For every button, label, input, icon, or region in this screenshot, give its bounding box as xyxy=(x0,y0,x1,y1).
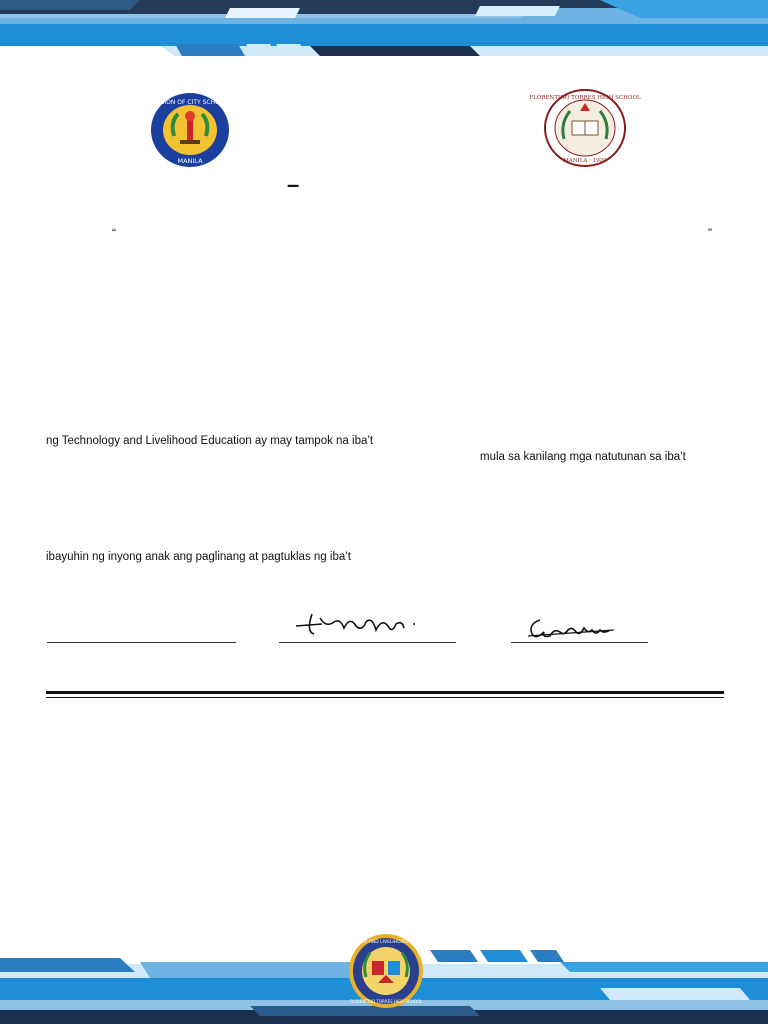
heading-dash: – xyxy=(287,172,300,197)
svg-text:MANILA · 1920: MANILA · 1920 xyxy=(563,158,607,164)
top-banner xyxy=(0,0,768,62)
svg-text:TECHNOLOGY AND LIVELIHOOD EDUC: TECHNOLOGY AND LIVELIHOOD EDUCATION xyxy=(336,940,436,945)
svg-text:DIVISION OF CITY SCHOOLS: DIVISION OF CITY SCHOOLS xyxy=(148,99,232,106)
signature-line-1 xyxy=(47,642,236,643)
body-line-3: ibayuhin ng inyong anak ang paglinang at pagtuklas ng iba’t xyxy=(46,551,351,563)
tle-department-logo xyxy=(336,933,436,1009)
signature-line-3 xyxy=(511,642,648,643)
signature-3 xyxy=(526,614,618,642)
body-line-1: ng Technology and Livelihood Education ay may tampok na iba’t xyxy=(46,435,374,447)
body-line-2: mula sa kanilang mga natutunan sa iba’t xyxy=(480,451,686,463)
double-divider xyxy=(46,691,724,698)
signature-line-2 xyxy=(279,642,456,643)
signature-2 xyxy=(292,606,422,640)
close-quote: ” xyxy=(708,226,712,240)
division-of-city-schools-logo xyxy=(150,92,230,168)
svg-text:FLORENTINO TORRES HIGH SCHOOL: FLORENTINO TORRES HIGH SCHOOL xyxy=(349,999,423,1004)
florentino-torres-high-school-logo xyxy=(529,89,641,167)
open-quote: “ xyxy=(112,226,116,240)
svg-text:MANILA: MANILA xyxy=(177,157,203,165)
svg-text:FLORENTINO TORRES HIGH SCHOOL: FLORENTINO TORRES HIGH SCHOOL xyxy=(529,95,641,101)
